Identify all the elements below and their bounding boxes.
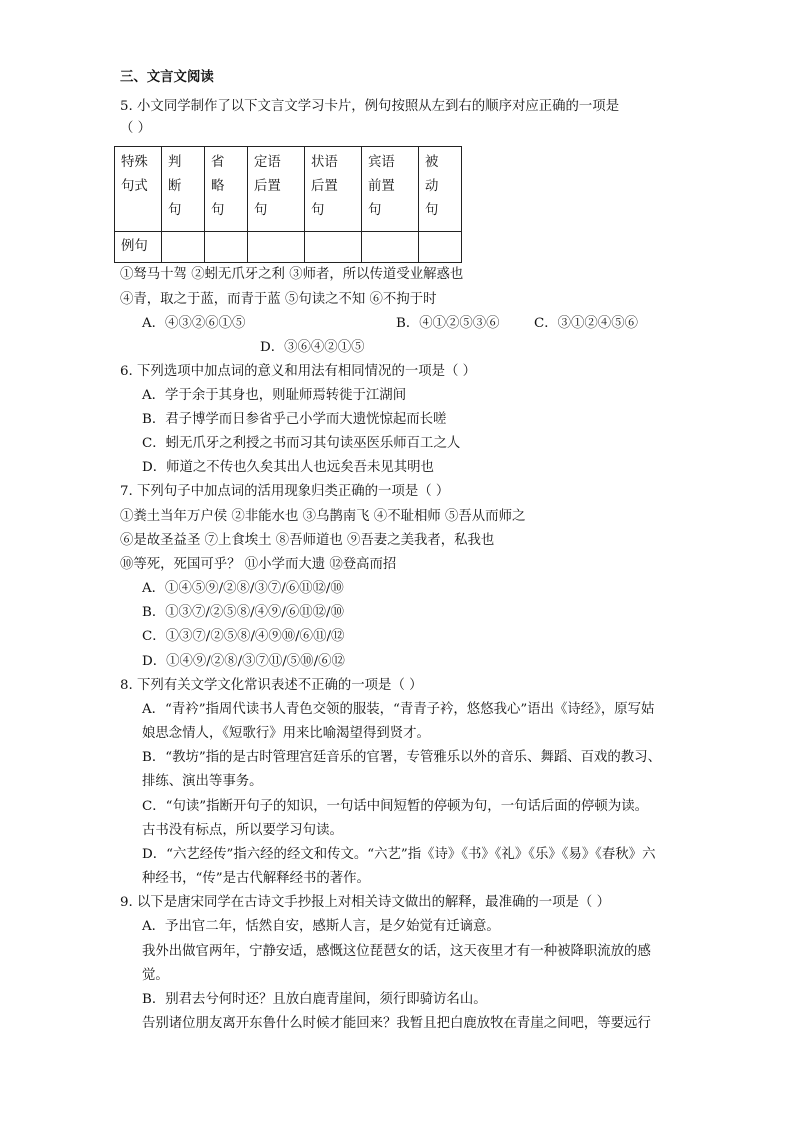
q5-stem-line1: 5. 小文同学制作了以下文言文学习卡片，例句按照从左到右的顺序对应正确的一项是	[120, 99, 620, 114]
table-cell-judgment	[162, 147, 205, 232]
table-header-cell: 特殊 句式	[121, 155, 148, 194]
q6-option-c: C．蚓无爪牙之利授之书而习其句读巫医乐师百工之人	[142, 436, 461, 451]
q9-option-a-line1: A．予出官二年，恬然自安，感斯人言，是夕始觉有迁谪意。	[142, 919, 500, 934]
q6-option-a: A．学于余于其身也，则耻师焉转徙于江湖间	[142, 388, 407, 403]
q7-sentences-line1: ①粪土当年万户侯 ②非能水也 ③乌鹊南飞 ④不耻相师 ⑤吾从而师之	[120, 509, 526, 524]
q7-stem: 7. 下列句子中加点词的活用现象归类正确的一项是（ ）	[120, 484, 450, 499]
table-header-cell: 被 动 句	[425, 155, 439, 218]
q5-examples-line2: ④青，取之于蓝，而青于蓝 ⑤句读之不知 ⑥不拘于时	[120, 292, 437, 307]
table-example-row	[115, 232, 462, 263]
q7-option-b: B．①③⑦/②⑤⑧/④⑨/⑥⑪⑫/⑩	[142, 605, 344, 620]
q8-option-c-line1: C．“句读”指断开句子的知识，一句话中间短暂的停顿为句，一句话后面的停顿为读。	[142, 799, 648, 814]
q9-option-a-line3: 觉。	[142, 968, 169, 983]
q8-option-a-line2: 娘思念情人，《短歌行》用来比喻渴望得到贤才。	[142, 726, 430, 741]
table-empty-cell	[248, 232, 305, 263]
table-empty-cell	[162, 232, 205, 263]
table-cell-postpositive-adverbial	[305, 147, 362, 232]
q7-sentences-line2: ⑥是故圣益圣 ⑦上食埃土 ⑧吾师道也 ⑨吾妻之美我者，私我也	[120, 533, 495, 548]
q6-option-b: B．君子博学而日参省乎己小学而大遗恍惊起而长嗟	[142, 412, 447, 427]
q5-option-c: C．③①②④⑤⑥	[534, 316, 638, 331]
q9-option-a-line2: 我外出做官两年，宁静安适，感慨这位琵琶女的话，这天夜里才有一种被降职流放的感	[142, 944, 651, 959]
table-header-row	[115, 147, 462, 232]
q8-option-d-line2: 种经书，“传”是古代解释经书的著作。	[142, 871, 370, 886]
table-cell-special-type	[115, 147, 162, 232]
table-cell-omission	[205, 147, 248, 232]
q5-stem-line2: （ ）	[120, 121, 152, 136]
sentence-type-table	[114, 146, 462, 263]
q8-option-b-line2: 排练、演出等事务。	[142, 774, 263, 789]
q7-option-a: A．①④⑤⑨/②⑧/③⑦/⑥⑪⑫/⑩	[142, 581, 344, 596]
q5-option-b: B．④①②⑤③⑥	[396, 316, 500, 331]
q6-option-d: D．师道之不传也久矣其出人也远矣吾未见其明也	[142, 460, 434, 475]
q8-option-d-line1: D．“六艺经传”指六经的经文和传文。“六艺”指《诗》《书》《礼》《乐》《易》《春秋》六	[142, 847, 656, 862]
table-header-cell: 状语 后置 句	[311, 155, 338, 218]
table-header-cell: 判 断 句	[168, 155, 182, 218]
table-row-label: 例句	[115, 232, 162, 263]
q8-stem: 8. 下列有关文学文化常识表述不正确的一项是（ ）	[120, 678, 423, 693]
q5-option-d: D．③⑥④②①⑤	[260, 340, 365, 355]
q7-sentences-line3: ⑩等死，死国可乎？ ⑪小学而大遗 ⑫登高而招	[120, 557, 397, 572]
q7-option-c: C．①③⑦/②⑤⑧/④⑨⑩/⑥⑪/⑫	[142, 629, 345, 644]
q5-option-a: A．④③②⑥①⑤	[142, 316, 246, 331]
q9-stem: 9. 以下是唐宋同学在古诗文手抄报上对相关诗文做出的解释，最准确的一项是（ ）	[120, 895, 610, 910]
q9-option-b-line1: B．别君去兮何时还？且放白鹿青崖间，须行即骑访名山。	[142, 992, 487, 1007]
q6-stem: 6. 下列选项中加点词的意义和用法有相同情况的一项是（ ）	[120, 364, 477, 379]
table-empty-cell	[362, 232, 419, 263]
q9-option-b-line2: 告别诸位朋友离开东鲁什么时候才能回来？我暂且把白鹿放牧在青崖之间吧，等要远行	[142, 1016, 651, 1031]
q8-option-c-line2: 古书没有标点，所以要学习句读。	[142, 823, 343, 838]
table-cell-postpositive-attributive	[248, 147, 305, 232]
q8-option-b-line1: B．“教坊”指的是古时管理宫廷音乐的官署，专管雅乐以外的音乐、舞蹈、百戏的教习、	[142, 750, 661, 765]
table-header-cell: 省 略 句	[211, 155, 225, 218]
q7-option-d: D．①④⑨/②⑧/③⑦⑪/⑤⑩/⑥⑫	[142, 654, 345, 669]
q8-option-a-line1: A．“青衿”指周代读书人青色交领的服装，“青青子衿，悠悠我心”语出《诗经》，原写姑	[142, 702, 655, 717]
table-cell-preposed-object	[362, 147, 419, 232]
table-header-cell: 定语 后置 句	[254, 155, 281, 218]
table-cell-passive	[419, 147, 462, 232]
table-empty-cell	[305, 232, 362, 263]
q5-examples-line1: ①驽马十驾 ②蚓无爪牙之利 ③师者，所以传道受业解惑也	[120, 267, 464, 282]
table-empty-cell	[205, 232, 248, 263]
table-header-cell: 宾语 前置 句	[368, 155, 395, 218]
section-title: 三、文言文阅读	[120, 69, 214, 85]
table-empty-cell	[419, 232, 462, 263]
